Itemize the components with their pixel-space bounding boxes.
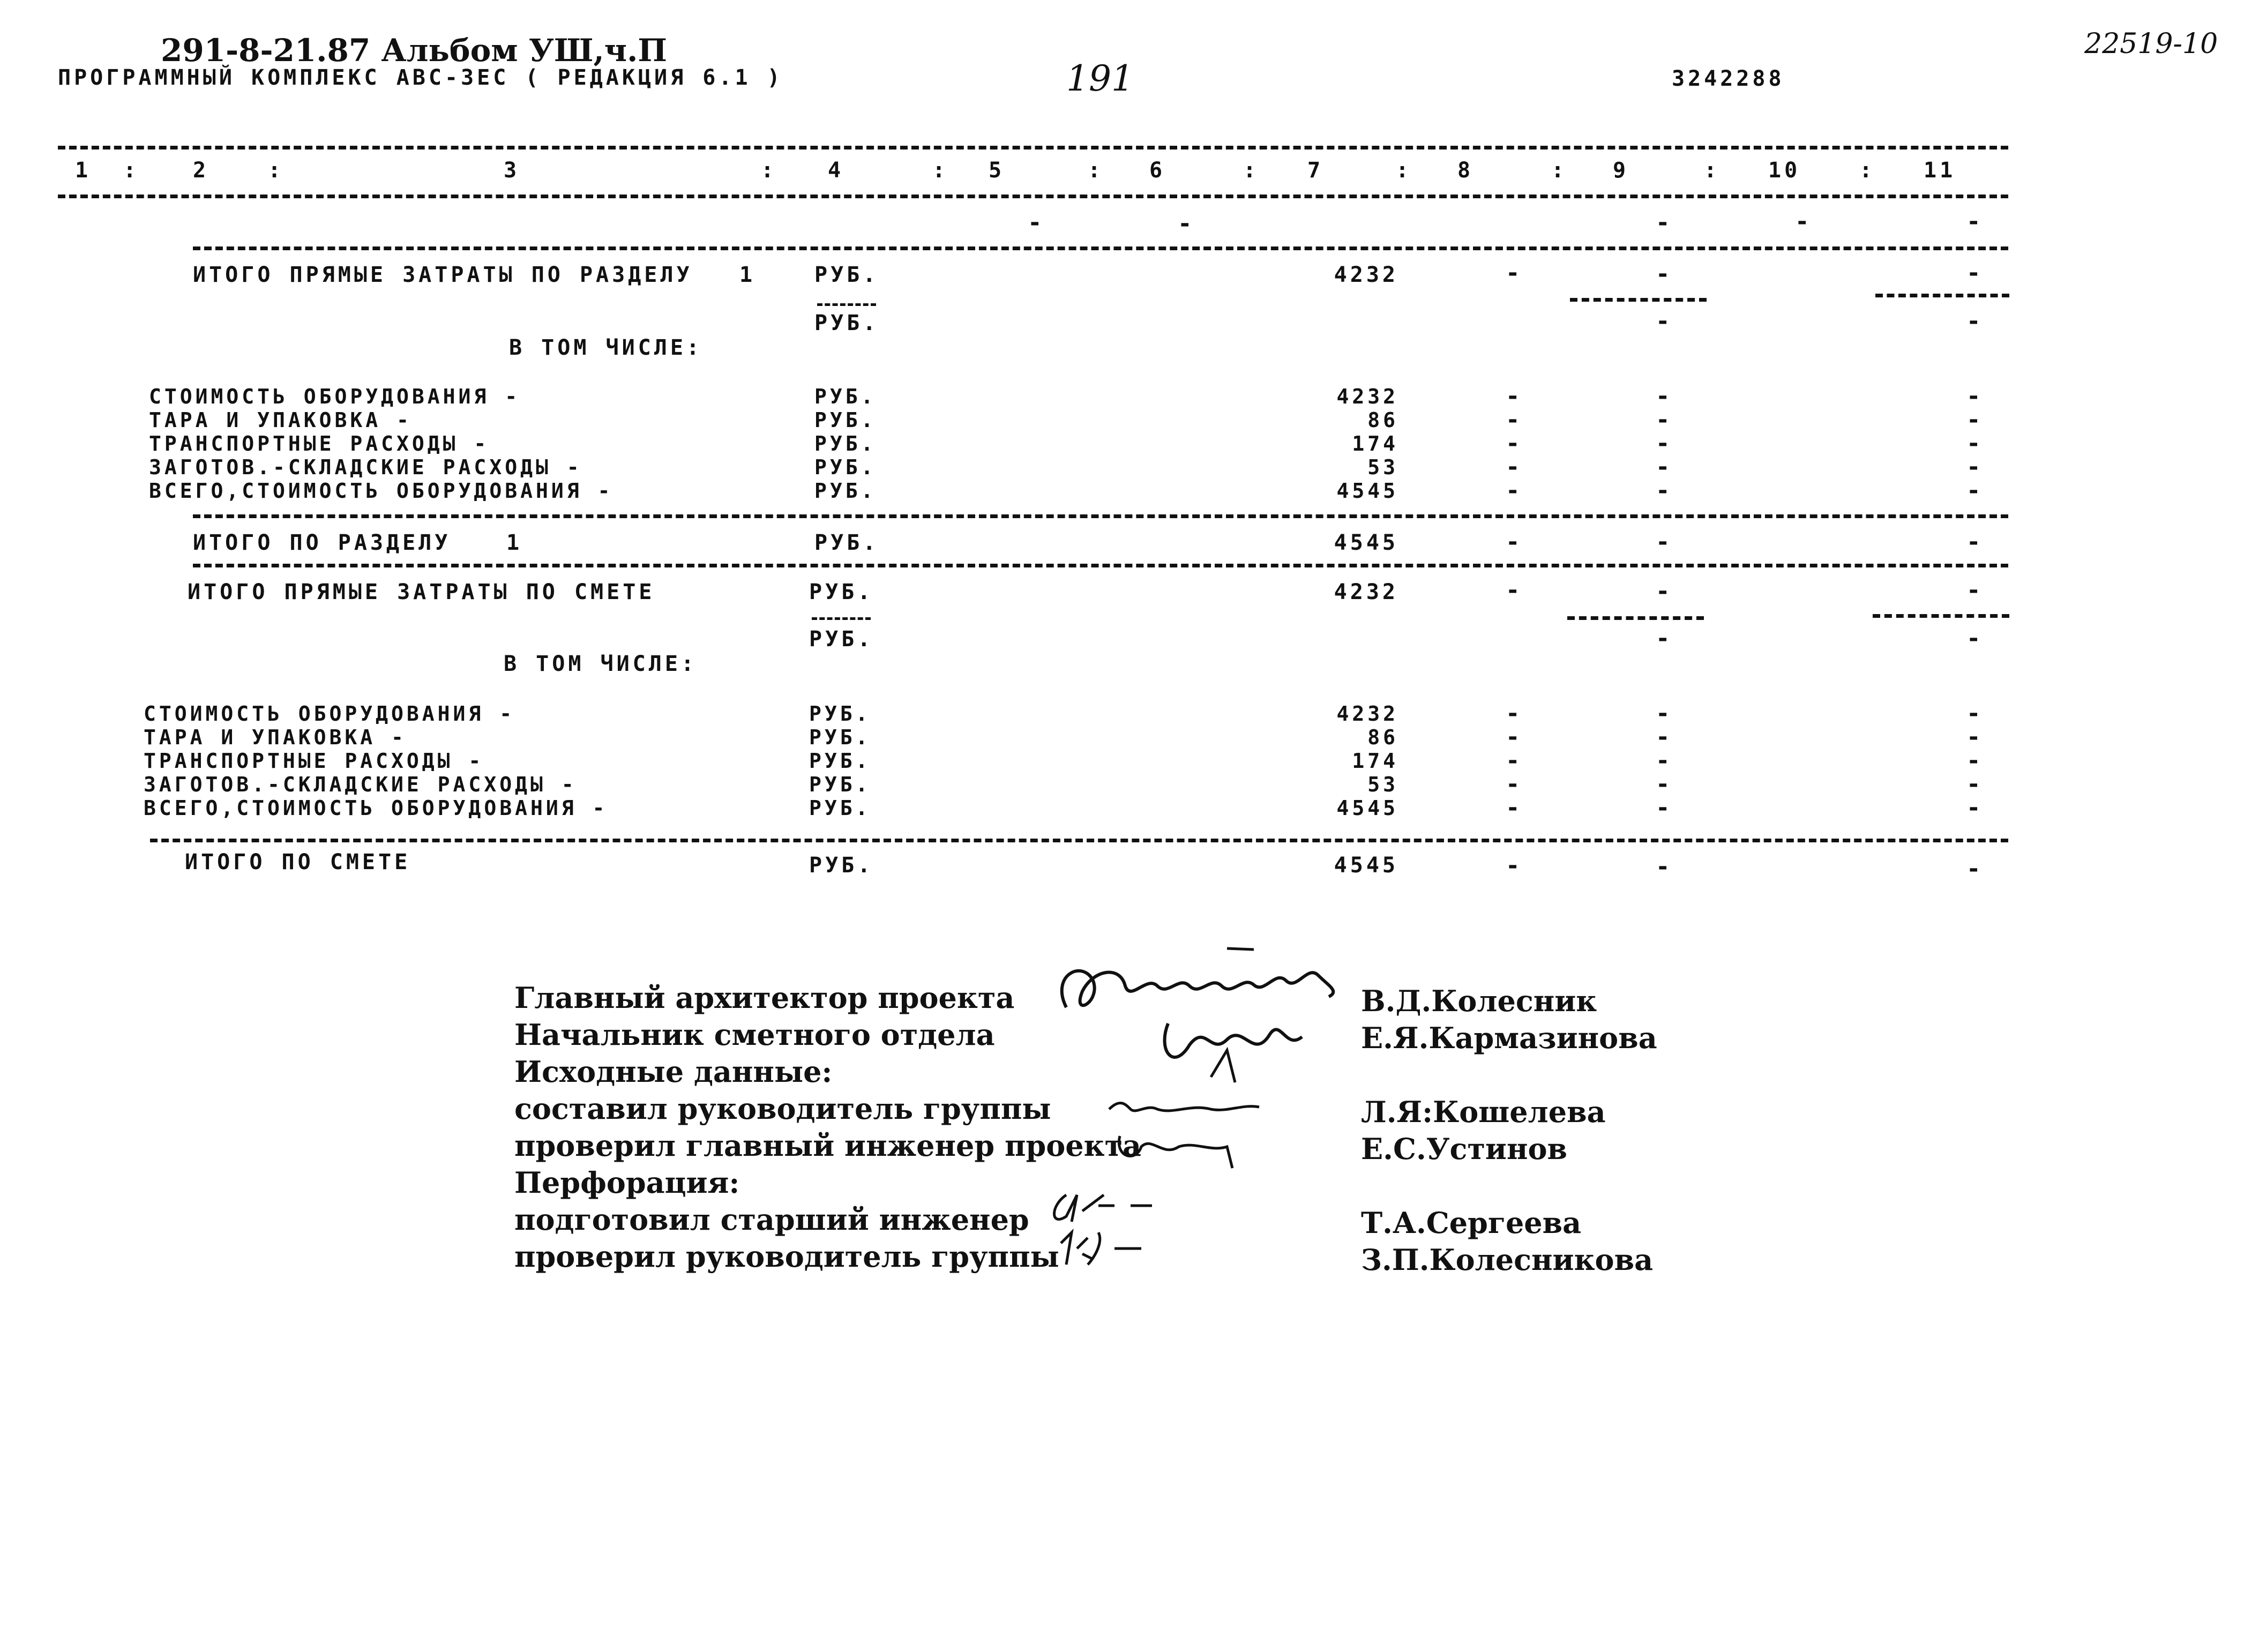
- dash-mark: -: [1656, 453, 1670, 481]
- estimate-including-heading: В ТОМ ЧИСЛЕ:: [504, 652, 697, 676]
- item-value: 86: [1367, 408, 1398, 432]
- dash-mark: -: [1656, 477, 1670, 504]
- section-direct-number: 1: [739, 263, 756, 287]
- item-unit: РУБ.: [814, 385, 877, 408]
- item-value: 53: [1367, 773, 1398, 796]
- dash-mark: -: [1506, 723, 1520, 751]
- dash-mark: -: [1656, 853, 1670, 880]
- dash-mark: -: [1656, 430, 1670, 457]
- estimate-unit-2: РУБ.: [809, 627, 874, 652]
- section-direct-unit: РУБ.: [814, 263, 879, 287]
- section-total-value: 4545: [1334, 530, 1398, 555]
- dash-mark: -: [1966, 208, 1981, 235]
- section-total-number: 1: [506, 530, 523, 555]
- signature-name: Е.Я.Кармазинова: [1361, 1021, 1657, 1055]
- item-unit: РУБ.: [814, 455, 877, 479]
- dash-mark: -: [1656, 794, 1670, 821]
- item-unit: РУБ.: [809, 773, 871, 796]
- dash-mark: -: [1656, 723, 1670, 751]
- item-value: 86: [1367, 726, 1398, 749]
- column-separator: :: [268, 158, 285, 183]
- dash-mark: -: [1656, 700, 1670, 727]
- rule: [193, 564, 2008, 567]
- signature-scribble-1: [1050, 943, 1350, 1093]
- album-reference: 291-8-21.87 Альбом УШ,ч.П: [161, 32, 668, 69]
- dash-mark: -: [1506, 852, 1520, 879]
- column-number: 7: [1307, 158, 1324, 183]
- dash-mark: -: [1966, 625, 1981, 652]
- dash-mark: -: [1506, 383, 1520, 410]
- signature-role: проверил руководитель группы: [514, 1239, 1059, 1274]
- dash-mark: -: [1966, 477, 1981, 504]
- dash-mark: -: [1966, 528, 1981, 556]
- estimate-direct-unit: РУБ.: [809, 580, 874, 604]
- short-rule: [817, 303, 876, 306]
- column-separator: :: [1243, 158, 1260, 183]
- column-separator: :: [932, 158, 949, 183]
- dash-mark: -: [1966, 855, 1981, 883]
- column-number: 2: [193, 158, 210, 183]
- dash-mark: -: [1506, 406, 1520, 433]
- dash-mark: -: [1966, 308, 1981, 335]
- item-unit: РУБ.: [809, 749, 871, 773]
- signature-name: Л.Я:Кошелева: [1361, 1095, 1606, 1129]
- dash-mark: -: [1656, 771, 1670, 798]
- item-unit: РУБ.: [814, 408, 877, 432]
- section-unit-2: РУБ.: [814, 311, 879, 335]
- item-label: ЗАГОТОВ.-СКЛАДСКИЕ РАСХОДЫ -: [149, 455, 582, 479]
- item-label: СТОИМОСТЬ ОБОРУДОВАНИЯ -: [144, 702, 515, 726]
- dash-mark: -: [1795, 208, 1809, 235]
- short-rule: [1567, 616, 1704, 620]
- signature-role: Главный архитектор проекта: [514, 981, 1015, 1015]
- item-value: 4545: [1336, 479, 1398, 503]
- corner-mark: 22519-10: [2084, 28, 2218, 60]
- column-number: 10: [1768, 158, 1801, 183]
- column-separator: :: [123, 158, 140, 183]
- dash-mark: -: [1966, 406, 1981, 433]
- section-total-label: ИТОГО ПО РАЗДЕЛУ: [193, 530, 451, 555]
- column-separator: :: [1551, 158, 1568, 183]
- dash-mark: -: [1506, 528, 1520, 556]
- section-total-unit: РУБ.: [814, 530, 879, 555]
- item-unit: РУБ.: [814, 479, 877, 503]
- rule: [193, 246, 2008, 250]
- dash-mark: -: [1966, 383, 1981, 410]
- item-value: 53: [1367, 455, 1398, 479]
- dash-mark: -: [1656, 528, 1670, 556]
- dash-mark: -: [1966, 259, 1981, 287]
- dash-mark: -: [1656, 383, 1670, 410]
- estimate-total-label: ИТОГО ПО СМЕТЕ: [185, 850, 411, 874]
- item-label: ТРАНСПОРТНЫЕ РАСХОДЫ -: [149, 432, 490, 455]
- dash-mark: -: [1178, 210, 1192, 237]
- item-label: ТАРА И УПАКОВКА -: [149, 408, 412, 432]
- item-label: ТАРА И УПАКОВКА -: [144, 726, 407, 749]
- column-separator: :: [1396, 158, 1412, 183]
- dash-mark: -: [1028, 209, 1042, 236]
- dash-mark: -: [1656, 406, 1670, 433]
- item-label: ВСЕГО,СТОИМОСТЬ ОБОРУДОВАНИЯ -: [149, 479, 614, 503]
- column-number: 9: [1613, 158, 1629, 183]
- dash-mark: -: [1506, 794, 1520, 821]
- dash-mark: -: [1656, 260, 1670, 288]
- item-unit: РУБ.: [809, 726, 871, 749]
- rule: [150, 839, 2008, 842]
- dash-mark: -: [1506, 700, 1520, 727]
- signature-role: Начальник сметного отдела: [514, 1018, 995, 1052]
- dash-mark: -: [1966, 723, 1981, 751]
- item-label: СТОИМОСТЬ ОБОРУДОВАНИЯ -: [149, 385, 521, 408]
- dash-mark: -: [1656, 747, 1670, 774]
- signature-scribble-3: [1045, 1184, 1173, 1270]
- dash-mark: -: [1966, 430, 1981, 457]
- dash-mark: -: [1506, 430, 1520, 457]
- column-separator: :: [1859, 158, 1876, 183]
- column-separator: :: [1088, 158, 1104, 183]
- item-unit: РУБ.: [814, 432, 877, 455]
- dash-mark: -: [1506, 477, 1520, 504]
- column-number: 5: [989, 158, 1005, 183]
- item-value: 4545: [1336, 796, 1398, 820]
- estimate-direct-value: 4232: [1334, 580, 1398, 604]
- dash-mark: -: [1966, 771, 1981, 798]
- item-value: 4232: [1336, 702, 1398, 726]
- column-number: 4: [828, 158, 844, 183]
- signature-role: подготовил старший инженер: [514, 1202, 1029, 1237]
- short-rule: [1873, 614, 2009, 618]
- section-direct-label: ИТОГО ПРЯМЫЕ ЗАТРАТЫ ПО РАЗДЕЛУ: [193, 263, 693, 287]
- column-number: 11: [1924, 158, 1956, 183]
- item-unit: РУБ.: [809, 702, 871, 726]
- dash-mark: -: [1966, 577, 1981, 604]
- section-direct-value: 4232: [1334, 263, 1398, 287]
- dash-mark: -: [1506, 259, 1520, 287]
- item-value: 174: [1352, 432, 1398, 455]
- dash-mark: -: [1506, 453, 1520, 481]
- column-number: 3: [504, 158, 520, 183]
- signature-name: З.П.Колесникова: [1361, 1243, 1654, 1277]
- short-rule: [812, 617, 871, 620]
- item-label: ВСЕГО,СТОИМОСТЬ ОБОРУДОВАНИЯ -: [144, 796, 608, 820]
- item-label: ТРАНСПОРТНЫЕ РАСХОДЫ -: [144, 749, 484, 773]
- estimate-total-unit: РУБ.: [809, 853, 874, 878]
- signature-name: Е.С.Устинов: [1361, 1132, 1568, 1166]
- dash-mark: -: [1966, 794, 1981, 821]
- dash-mark: -: [1506, 747, 1520, 774]
- signature-name: Т.А.Сергеева: [1361, 1206, 1582, 1240]
- dash-mark: -: [1966, 700, 1981, 727]
- column-number: 6: [1149, 158, 1166, 183]
- dash-mark: -: [1656, 308, 1670, 335]
- item-value: 174: [1352, 749, 1398, 773]
- column-number: 8: [1457, 158, 1474, 183]
- signature-role: составил руководитель группы: [514, 1092, 1051, 1126]
- item-value: 4232: [1336, 385, 1398, 408]
- estimate-direct-label: ИТОГО ПРЯМЫЕ ЗАТРАТЫ ПО СМЕТЕ: [188, 580, 655, 604]
- dash-mark: -: [1966, 747, 1981, 774]
- rule: [58, 146, 2008, 149]
- signature-role: Перфорация:: [514, 1165, 740, 1200]
- short-rule: [1875, 294, 2009, 297]
- rule: [193, 514, 2008, 518]
- signature-role: Исходные данные:: [514, 1055, 833, 1089]
- document-code: 3242288: [1672, 66, 1785, 91]
- signature-scribble-2: [1104, 1088, 1275, 1173]
- column-separator: :: [1704, 158, 1721, 183]
- column-separator: :: [761, 158, 777, 183]
- page-number: 191: [1066, 58, 1134, 99]
- signature-role: проверил главный инженер проекта: [514, 1128, 1142, 1163]
- section-including-heading: В ТОМ ЧИСЛЕ:: [509, 335, 702, 360]
- short-rule: [1570, 298, 1707, 302]
- dash-mark: -: [1656, 578, 1670, 605]
- dash-mark: -: [1966, 453, 1981, 481]
- program-title: ПРОГРАММНЫЙ КОМПЛЕКС АВС-3ЕС ( РЕДАКЦИЯ 6.1 ): [58, 65, 783, 90]
- dash-mark: -: [1656, 625, 1670, 652]
- dash-mark: -: [1506, 771, 1520, 798]
- dash-mark: -: [1506, 577, 1520, 604]
- item-unit: РУБ.: [809, 796, 871, 820]
- estimate-total-value: 4545: [1334, 853, 1398, 878]
- signature-name: В.Д.Колесник: [1361, 984, 1597, 1018]
- column-number: 1: [75, 158, 92, 183]
- dash-mark: -: [1656, 209, 1670, 236]
- rule: [58, 195, 2008, 198]
- item-label: ЗАГОТОВ.-СКЛАДСКИЕ РАСХОДЫ -: [144, 773, 577, 796]
